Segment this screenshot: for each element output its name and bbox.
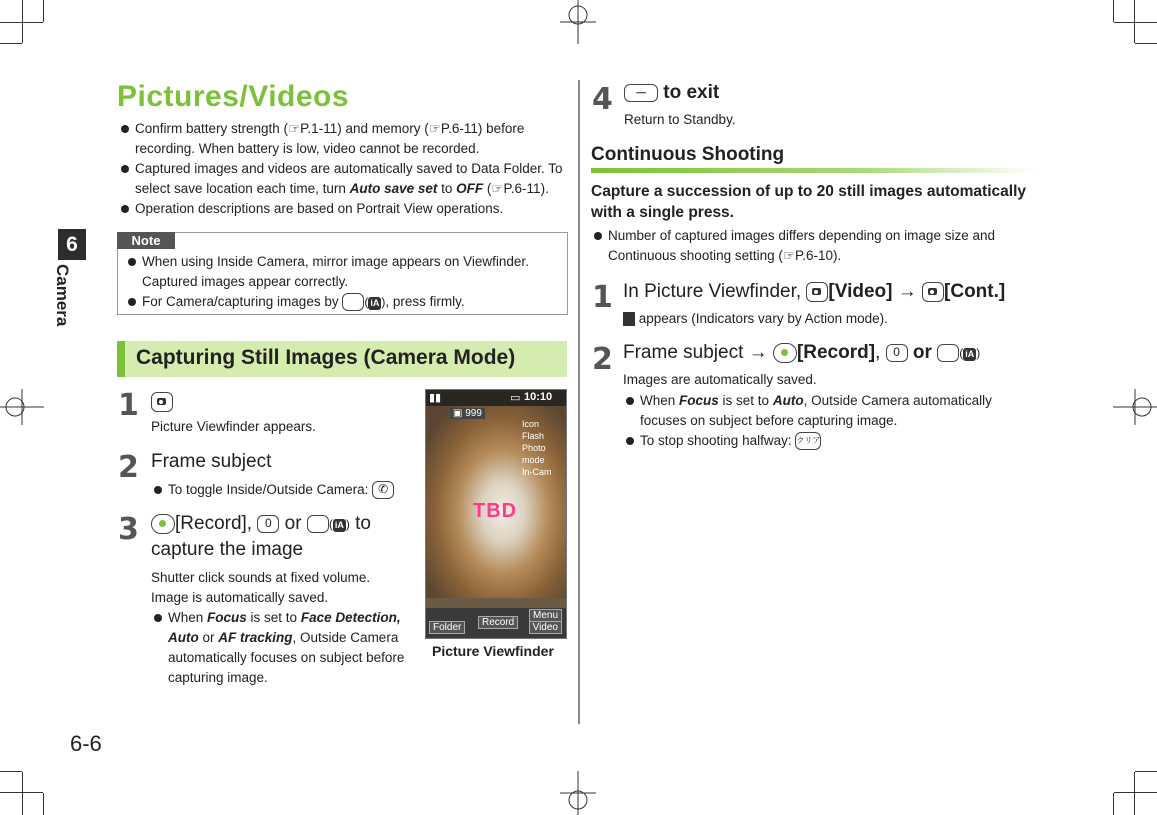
step-bullets — [153, 608, 405, 688]
softkey-record: Record — [478, 616, 518, 629]
section-title: Continuous Shooting — [591, 144, 785, 165]
bullet-item — [120, 159, 565, 199]
intro-bullets — [120, 119, 565, 219]
text: ) before recording. When battery is low, video cannot be recorded. — [135, 121, 525, 156]
bullet-item — [153, 608, 405, 688]
crop-mark — [1134, 0, 1135, 43]
menu-item: Flash — [522, 431, 545, 441]
text: ). — [833, 248, 842, 263]
note-border — [175, 232, 568, 233]
step-title: Frame subject → [Record], 0 or ( iA ) — [623, 340, 980, 366]
zero-key-icon: 0 — [886, 344, 908, 362]
page-number: 6-6 — [70, 731, 102, 756]
softkey-menu: Menu — [529, 609, 562, 622]
text: is set to — [718, 393, 773, 408]
step-body: Picture Viewfinder appears. — [151, 419, 316, 434]
crop-mark — [1113, 0, 1114, 22]
setting-name: Focus — [679, 393, 719, 408]
note-bullets — [127, 252, 562, 312]
text: or — [279, 513, 307, 535]
registration-mark — [556, 0, 600, 44]
crop-mark — [0, 771, 22, 772]
chapter-number: 6 — [58, 229, 86, 260]
text: is set to — [246, 610, 301, 625]
text: To toggle Inside/Outside Camera: — [168, 482, 373, 497]
crop-mark — [1135, 771, 1157, 772]
step-body — [623, 309, 888, 329]
ref-icon: ☞ — [782, 248, 795, 263]
bullet-item — [625, 431, 1037, 451]
shot-count: 999 — [465, 408, 482, 419]
step-number: 1 — [118, 388, 139, 423]
ok-key-icon — [773, 343, 797, 363]
step-body — [151, 568, 406, 608]
step-title — [624, 80, 719, 106]
registration-mark — [1113, 385, 1157, 429]
text: to capture the image — [151, 513, 371, 561]
bullet-item — [593, 226, 1033, 266]
section-lead: Capture a succession of up to 20 still images automatically with a single press. — [591, 183, 1026, 221]
crop-mark — [1114, 22, 1157, 23]
step-number: 1 — [592, 280, 613, 315]
column-divider — [578, 80, 580, 724]
section-bullets — [593, 226, 1033, 266]
step-number: 2 — [592, 342, 613, 377]
softkey-label: [Video] — [828, 281, 893, 302]
camera-key-icon — [151, 392, 173, 412]
text: appears (Indicators vary by Action mode). — [635, 311, 888, 326]
step-bullets — [625, 391, 1037, 451]
ref-icon: ☞ — [491, 181, 504, 196]
crop-mark — [22, 772, 23, 815]
bullet-item — [625, 391, 1037, 431]
crop-mark — [0, 43, 22, 44]
signal-icon: ▮▮ — [429, 392, 442, 404]
page-ref: P.6-10 — [794, 248, 834, 263]
zero-key-icon: 0 — [257, 515, 279, 533]
ref-icon: ☞ — [288, 121, 301, 136]
page-ref: P.6-11 — [503, 181, 541, 196]
call-key-icon: ✆ — [372, 481, 394, 499]
text: ) and memory ( — [337, 121, 429, 136]
note-item — [127, 292, 562, 312]
text: , press firmly. — [385, 294, 465, 309]
text: to exit — [663, 82, 720, 103]
crop-mark — [22, 0, 23, 43]
text: When — [168, 610, 208, 625]
step-body: Return to Standby. — [624, 112, 736, 127]
bullet-item — [120, 199, 565, 219]
text: or — [198, 630, 219, 645]
text: [Record], — [175, 513, 258, 535]
section-title: Capturing Still Images (Camera Mode) — [136, 346, 516, 369]
figure-caption: Picture Viewfinder — [432, 643, 554, 659]
side-key-icon — [937, 344, 959, 362]
text: Frame subject — [623, 342, 749, 364]
menu-item: In-Cam — [522, 467, 552, 477]
text: Shutter click sounds at fixed volume. — [151, 570, 371, 585]
crop-mark — [43, 793, 44, 815]
text: To stop shooting halfway: — [640, 433, 796, 448]
page-ref: P.1-11 — [300, 121, 338, 136]
section-accent — [117, 341, 125, 377]
setting-name: Focus — [207, 610, 247, 625]
end-key-icon: ⏤ — [624, 84, 658, 102]
page-ref: P.6-11 — [440, 121, 478, 136]
chapter-label: Camera — [53, 264, 72, 327]
step-number: 3 — [118, 512, 139, 547]
placeholder-overlay: TBD — [473, 500, 518, 522]
menu-item: Icon — [522, 419, 540, 429]
text: Image is automatically saved. — [151, 590, 329, 605]
ia-icon: ( iA ) — [328, 517, 350, 531]
ref-icon: ☞ — [428, 121, 441, 136]
side-key-icon — [342, 293, 364, 311]
crop-mark — [1113, 793, 1114, 815]
text: Captured images and videos are automatically saved to Data Folder. To select save location each time, turn — [135, 161, 563, 196]
crop-mark — [1134, 772, 1135, 815]
setting-value: Auto — [772, 393, 804, 408]
shot-counter: ▣ 999 — [450, 408, 485, 419]
camera-key-icon — [922, 282, 944, 302]
text: In Picture Viewfinder, — [623, 281, 807, 302]
arrow-icon: → — [897, 281, 917, 302]
note-label: Note — [117, 232, 175, 249]
camera-key-icon — [806, 282, 828, 302]
step-bullets — [153, 480, 403, 500]
ia-icon: ( iA ) — [364, 295, 386, 310]
text: ( — [483, 181, 492, 196]
text: or — [907, 342, 938, 364]
step-title — [151, 389, 173, 415]
battery-icon: ▭ — [510, 392, 521, 404]
side-key-icon — [307, 515, 329, 533]
step-number: 4 — [592, 82, 613, 117]
softkey-folder: Folder — [429, 621, 465, 634]
crop-mark — [1135, 43, 1157, 44]
step-title — [151, 511, 406, 563]
status-bar — [426, 390, 566, 406]
text: Number of captured images differs depending on image size and Continuous shooting setting ( — [608, 228, 995, 263]
text: Operation descriptions are based on Portrait View operations. — [135, 201, 504, 216]
setting-name: Auto save set — [349, 181, 438, 196]
text: When using Inside Camera, mirror image appears on Viewfinder. Captured images appear correctly. — [142, 254, 529, 289]
ia-icon: ( iA ) — [959, 346, 981, 360]
arrow-icon: → — [748, 342, 768, 364]
text: Confirm battery strength ( — [135, 121, 289, 136]
text: to — [437, 181, 457, 196]
page-title: Pictures/Videos — [117, 80, 350, 113]
crop-mark — [1114, 792, 1157, 793]
text: For Camera/capturing images by — [142, 294, 343, 309]
text: , Outside Camera automatically focuses on subject before capturing image. — [168, 630, 405, 685]
viewfinder-menu — [522, 418, 564, 478]
softkey-label: [Record] — [796, 342, 876, 364]
step-number: 2 — [118, 450, 139, 485]
section-header — [117, 341, 567, 377]
setting-value: AF tracking — [218, 630, 293, 645]
soft-key-bar — [426, 608, 566, 638]
step-title: Frame subject — [151, 451, 272, 472]
chapter-label-wrap — [48, 264, 96, 326]
text: When — [640, 393, 680, 408]
clear-key-icon: クリア — [795, 432, 821, 450]
menu-item: Photo mode — [522, 443, 546, 465]
step-body: Images are automatically saved. — [623, 372, 817, 387]
softkey-video: Video — [529, 621, 562, 634]
registration-mark — [556, 771, 600, 815]
bullet-item — [153, 480, 403, 500]
section-underline — [591, 168, 1036, 173]
text: , Outside Camera automatically focuses on subject before capturing image. — [640, 393, 992, 428]
viewfinder-screenshot — [425, 389, 567, 639]
setting-value: Face Detection, Auto — [168, 610, 401, 645]
registration-mark — [0, 385, 44, 429]
step-title — [623, 279, 1005, 305]
continuous-indicator-icon — [623, 312, 635, 326]
softkey-label: [Cont.] — [944, 281, 1006, 302]
text: ). — [540, 181, 549, 196]
ok-key-icon — [151, 514, 175, 534]
clock: 10:10 — [524, 391, 553, 403]
bullet-item — [120, 119, 565, 159]
setting-value: OFF — [456, 181, 484, 196]
crop-mark — [43, 0, 44, 22]
note-item — [127, 252, 562, 292]
